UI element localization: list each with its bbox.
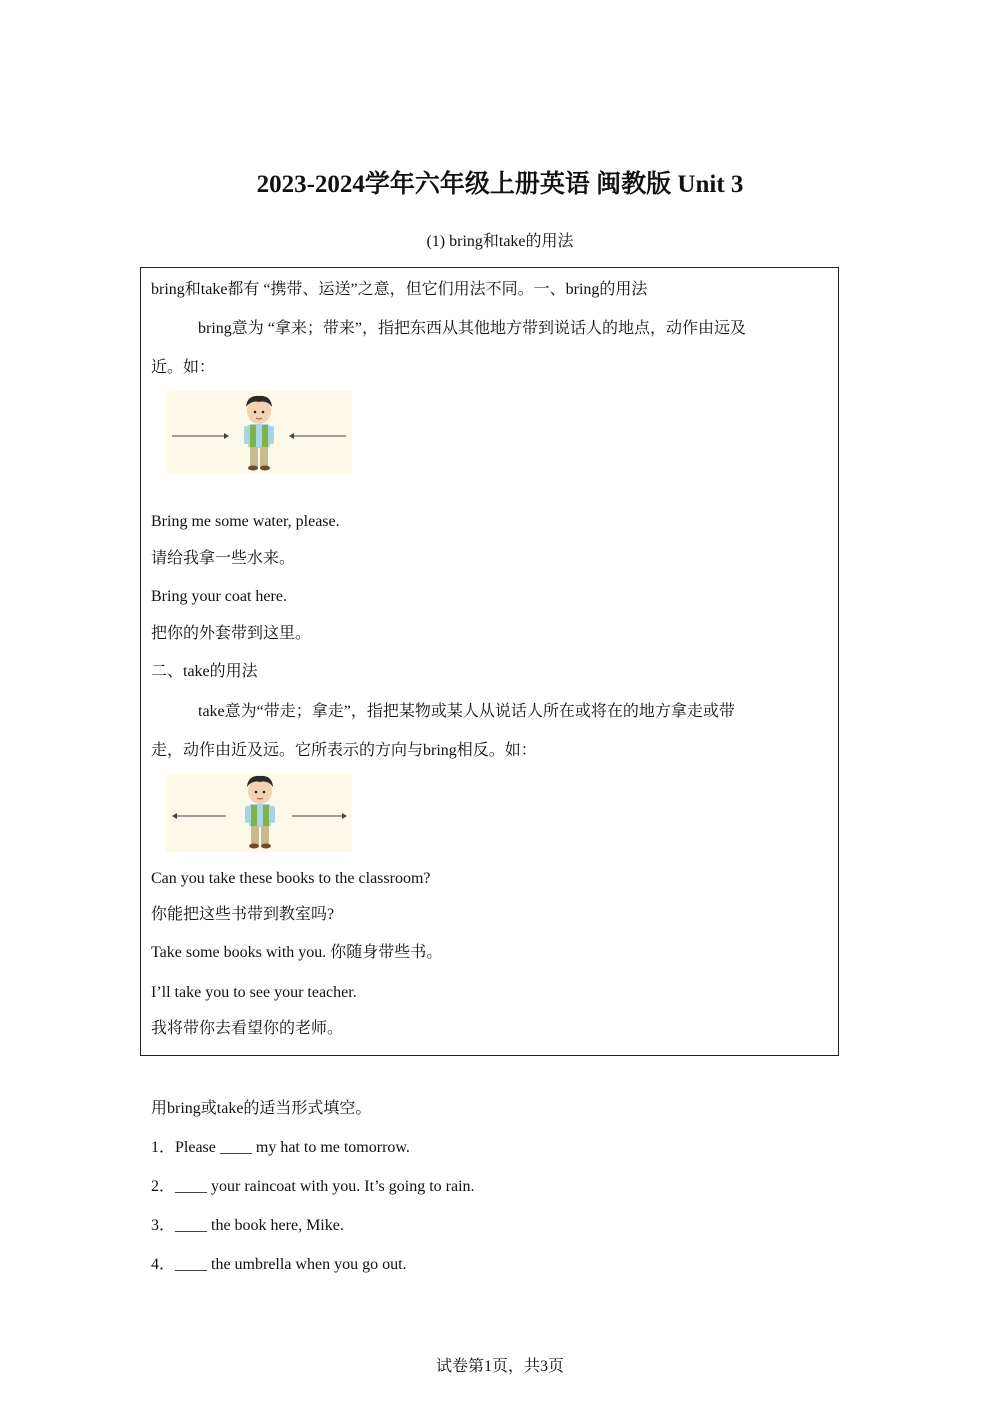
- exercise-item-4: 4．____ the umbrella when you go out.: [151, 1256, 407, 1273]
- exercise-item-3: 3．____ the book here, Mike.: [151, 1217, 344, 1234]
- bring-example-2-zh: 把你的外套带到这里。: [151, 625, 312, 642]
- bring-definition-cont: 近。如：: [151, 359, 216, 376]
- take-example-1-zh: 你能把这些书带到教室吗?: [151, 906, 335, 923]
- boy-figure-icon: [245, 776, 275, 849]
- exercise-item-1: 1．Please ____ my hat to me tomorrow.: [151, 1139, 410, 1156]
- arrow-right-icon: [292, 813, 347, 819]
- bring-direction-figure: [166, 391, 352, 474]
- take-heading: 二、take的用法: [151, 663, 258, 680]
- take-example-1-en: Can you take these books to the classroom?: [151, 870, 431, 887]
- exercise-item-2: 2．____ your raincoat with you. It’s going to rain.: [151, 1178, 475, 1195]
- bring-example-1-zh: 请给我拿一些水来。: [151, 550, 296, 567]
- bring-example-1-en: Bring me some water, please.: [151, 513, 340, 530]
- exercise-instruction: 用bring或take的适当形式填空。: [151, 1100, 372, 1117]
- take-example-3-zh: 我将带你去看望你的老师。: [151, 1020, 344, 1037]
- take-example-2: Take some books with you. 你随身带些书。: [151, 944, 443, 961]
- take-definition: take意为“带走；拿走”，指把某物或某人从说话人所在或将在的地方拿走或带: [198, 703, 735, 720]
- boy-figure-icon: [244, 396, 274, 471]
- arrow-left-icon: [172, 813, 226, 819]
- page-footer: 试卷第1页，共3页: [435, 1358, 564, 1375]
- bring-definition: bring意为 “拿来；带来”，指把东西从其他地方带到说话人的地点，动作由远及: [198, 320, 746, 337]
- arrow-left-icon: [289, 433, 346, 439]
- take-example-3-en: I’ll take you to see your teacher.: [151, 984, 357, 1001]
- intro-text: bring和take都有 “携带、运送”之意，但它们用法不同。一、bring的用法: [151, 281, 648, 298]
- take-direction-figure: [166, 774, 352, 852]
- page-title: 2023-2024学年六年级上册英语 闽教版 Unit 3: [256, 171, 744, 198]
- bring-example-2-en: Bring your coat here.: [151, 588, 287, 605]
- section-subtitle: (1) bring和take的用法: [426, 233, 574, 250]
- take-definition-cont: 走，动作由近及远。它所表示的方向与bring相反。如：: [151, 742, 537, 759]
- arrow-right-icon: [172, 433, 229, 439]
- take-illustration: [166, 774, 352, 852]
- bring-illustration: [166, 391, 352, 474]
